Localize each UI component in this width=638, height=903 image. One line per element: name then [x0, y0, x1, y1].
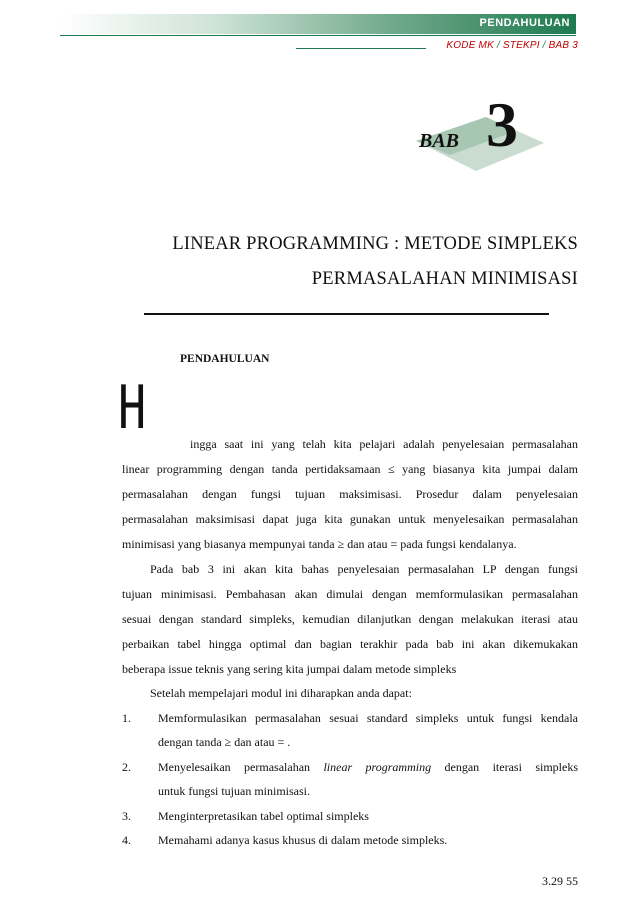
- paragraph1-line: linear programming dengan tanda pertidaksamaan ≤ yang biasanya kita jumpai dalam: [122, 462, 578, 476]
- chapter-number: 3: [486, 89, 518, 160]
- drop-cap: H: [118, 373, 147, 443]
- course-code: [446, 40, 578, 51]
- paragraph2-line: perbaikan tabel hingga optimal dan bagian terakhir pada bab ini akan dikemukakan: [122, 637, 578, 651]
- course-code-part: STEKPI: [502, 40, 540, 51]
- paragraph2-line: tujuan minimisasi. Pembahasan akan dimulai dengan memformulasikan permasalahan: [122, 587, 578, 601]
- objective-italic-term: linear programming: [323, 760, 432, 774]
- course-code-part: BAB 3: [548, 40, 578, 51]
- chapter-label: BAB: [419, 130, 460, 152]
- objective-number: 4.: [122, 833, 131, 847]
- page-number: 3.29 55: [542, 874, 578, 888]
- chapter-title-line2: PERMASALAHAN MINIMISASI: [311, 269, 578, 289]
- course-code-separator: /: [542, 40, 546, 51]
- objective-text: dengan tanda ≥ dan atau = .: [158, 735, 291, 749]
- objective-text: [158, 760, 578, 775]
- header-sub-rule: [296, 48, 426, 49]
- objective-text-part: dengan iterasi simpleks: [444, 760, 579, 774]
- paragraph1-line: permasalahan maksimisasi dapat juga kita gunakan untuk menyelesaikan permasalahan: [122, 512, 578, 526]
- title-divider: [144, 313, 549, 315]
- course-code-part: KODE MK: [446, 40, 494, 51]
- objective-text: Memformulasikan permasalahan sesuai standard simpleks untuk fungsi kendala: [158, 711, 578, 725]
- header-section-title: PENDAHULUAN: [479, 17, 570, 29]
- objective-text-part: Menyelesaikan permasalahan: [158, 760, 311, 774]
- paragraph1-line: minimisasi yang biasanya mempunyai tanda ≥ dan atau = pada fungsi kendalanya.: [122, 537, 517, 551]
- paragraph1-line: permasalahan dengan fungsi tujuan maksimisasi. Prosedur dalam penyelesaian: [122, 487, 578, 501]
- objectives-intro: Setelah mempelajari modul ini diharapkan anda dapat:: [150, 686, 412, 700]
- section-heading: PENDAHULUAN: [180, 353, 270, 365]
- paragraph2-line: sesuai dengan standard simpleks, kemudian dilanjutkan dengan melakukan iterasi atau: [122, 612, 578, 626]
- header-rule: [60, 35, 576, 36]
- chapter-title-line1: LINEAR PROGRAMMING : METODE SIMPLEKS: [172, 234, 578, 254]
- objective-text: Menginterpretasikan tabel optimal simpleks: [158, 809, 369, 823]
- paragraph2-line: Pada bab 3 ini akan kita bahas penyelesaian permasalahan LP dengan fungsi: [150, 562, 578, 576]
- objective-number: 1.: [122, 711, 131, 725]
- paragraph2-line: beberapa issue teknis yang sering kita jumpai dalam metode simpleks: [122, 662, 457, 676]
- objective-text: untuk fungsi tujuan minimisasi.: [158, 784, 310, 798]
- objective-text: Memahami adanya kasus khusus di dalam metode simpleks.: [158, 833, 448, 847]
- course-code-separator: /: [496, 40, 500, 51]
- objective-number: 3.: [122, 809, 131, 823]
- paragraph1-line: ingga saat ini yang telah kita pelajari adalah penyelesaian permasalahan: [190, 437, 578, 451]
- objective-number: 2.: [122, 760, 131, 774]
